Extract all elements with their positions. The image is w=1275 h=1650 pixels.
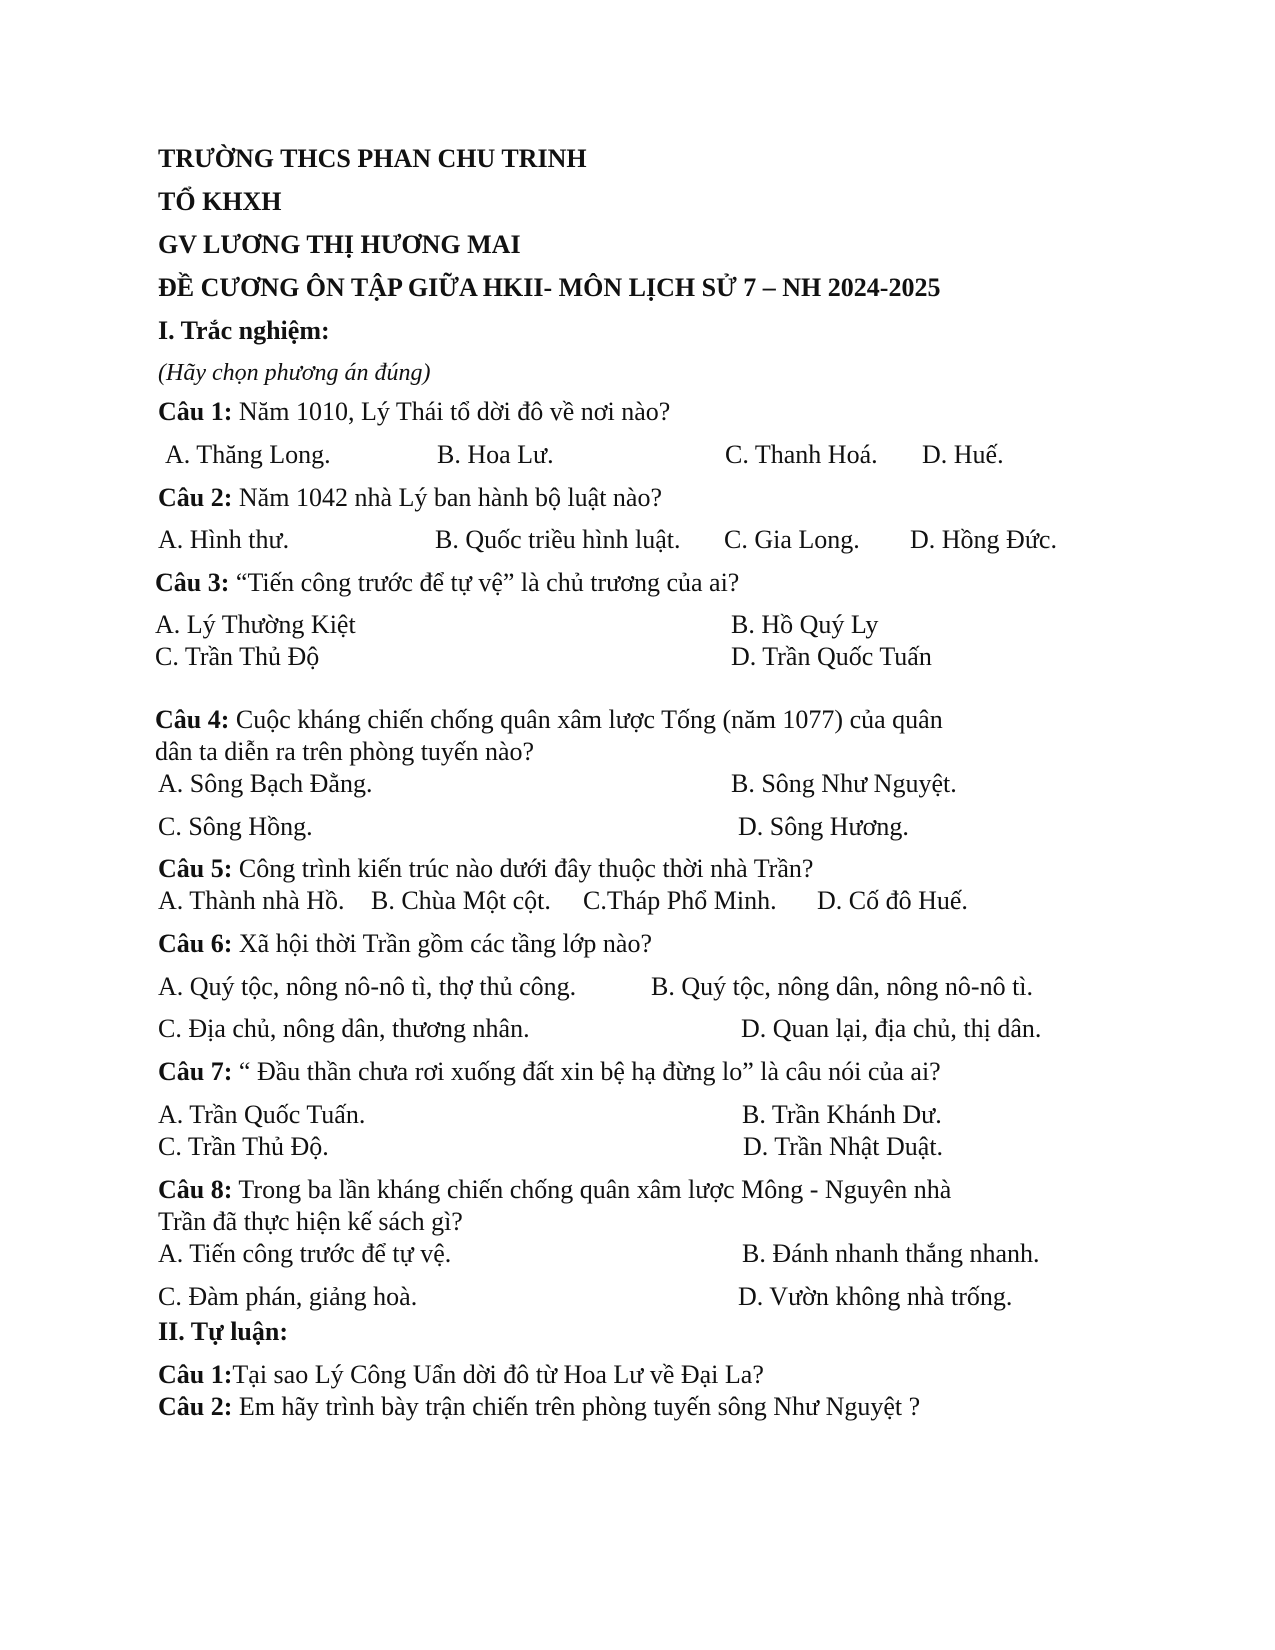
- question-label: Câu 6:: [158, 929, 233, 958]
- option-6b: B. Quý tộc, nông dân, nông nô-nô tì.: [651, 972, 1034, 1001]
- document-title: ĐỀ CƯƠNG ÔN TẬP GIỮA HKII- MÔN LỊCH SỬ 7 – NH 2024-2025: [158, 273, 941, 302]
- question-2: [158, 482, 662, 514]
- department-name: TỔ KHXH: [158, 187, 282, 216]
- option-8c: C. Đàm phán, giảng hoà.: [158, 1282, 418, 1311]
- option-4c: C. Sông Hồng.: [158, 812, 313, 841]
- question-label: Câu 2:: [158, 483, 233, 512]
- option-3c: C. Trần Thủ Độ: [155, 642, 320, 671]
- question-label: Câu 7:: [158, 1057, 233, 1086]
- question-text: Năm 1042 nhà Lý ban hành bộ luật nào?: [232, 483, 663, 512]
- option-4d: D. Sông Hương.: [738, 812, 909, 841]
- question-8: [158, 1174, 951, 1206]
- option-3a: A. Lý Thường Kiệt: [155, 610, 356, 639]
- question-text: Tại sao Lý Công Uẩn dời đô từ Hoa Lư về Đại La?: [232, 1360, 764, 1389]
- option-5c: C.Tháp Phổ Minh.: [583, 886, 777, 915]
- question-4-continuation: dân ta diễn ra trên phòng tuyến nào?: [155, 737, 535, 766]
- question-text: Em hãy trình bày trận chiến trên phòng tuyến sông Như Nguyệt ?: [232, 1392, 921, 1421]
- option-8b: B. Đánh nhanh thắng nhanh.: [742, 1239, 1040, 1268]
- option-1a: A. Thăng Long.: [165, 440, 331, 469]
- essay-question-2: [158, 1391, 920, 1423]
- option-1c: C. Thanh Hoá.: [725, 440, 878, 469]
- question-4: [155, 704, 943, 736]
- question-text: “ Đầu thần chưa rơi xuống đất xin bệ hạ đừng lo” là câu nói của ai?: [232, 1057, 941, 1086]
- question-label: Câu 4:: [155, 705, 230, 734]
- question-text: Trong ba lần kháng chiến chống quân xâm lược Mông - Nguyên nhà: [232, 1175, 952, 1204]
- question-label: Câu 1:: [158, 1360, 233, 1389]
- question-7: [158, 1056, 941, 1088]
- question-text: “Tiến công trước để tự vệ” là chủ trương của ai?: [229, 568, 740, 597]
- option-2a: A. Hình thư.: [158, 525, 290, 554]
- option-6a: A. Quý tộc, nông nô-nô tì, thợ thủ công.: [158, 972, 577, 1001]
- option-8a: A. Tiến công trước để tự vệ.: [158, 1239, 452, 1268]
- teacher-name: GV LƯƠNG THỊ HƯƠNG MAI: [158, 230, 521, 259]
- option-7c: C. Trần Thủ Độ.: [158, 1132, 329, 1161]
- option-3d: D. Trần Quốc Tuấn: [731, 642, 932, 671]
- option-1d: D. Huế.: [922, 440, 1004, 469]
- option-1b: B. Hoa Lư.: [437, 440, 554, 469]
- school-name: TRƯỜNG THCS PHAN CHU TRINH: [158, 144, 587, 173]
- question-1: [158, 396, 670, 428]
- question-6: [158, 928, 652, 960]
- question-label: Câu 1:: [158, 397, 233, 426]
- option-4a: A. Sông Bạch Đằng.: [158, 769, 373, 798]
- question-8-continuation: Trần đã thực hiện kế sách gì?: [158, 1207, 463, 1236]
- option-7d: D. Trần Nhật Duật.: [743, 1132, 944, 1161]
- question-label: Câu 8:: [158, 1175, 233, 1204]
- option-4b: B. Sông Như Nguyệt.: [731, 769, 957, 798]
- question-label: Câu 2:: [158, 1392, 233, 1421]
- option-2c: C. Gia Long.: [724, 525, 860, 554]
- question-label: Câu 3:: [155, 568, 230, 597]
- option-6d: D. Quan lại, địa chủ, thị dân.: [741, 1014, 1042, 1043]
- option-2b: B. Quốc triều hình luật.: [435, 525, 681, 554]
- option-8d: D. Vườn không nhà trống.: [738, 1282, 1013, 1311]
- question-text: Năm 1010, Lý Thái tổ dời đô về nơi nào?: [232, 397, 671, 426]
- question-3: [155, 567, 739, 599]
- question-label: Câu 5:: [158, 854, 233, 883]
- option-6c: C. Địa chủ, nông dân, thương nhân.: [158, 1014, 530, 1043]
- question-text: Xã hội thời Trần gồm các tầng lớp nào?: [232, 929, 652, 958]
- option-3b: B. Hồ Quý Ly: [731, 610, 879, 639]
- option-5d: D. Cố đô Huế.: [817, 886, 968, 915]
- question-text: Công trình kiến trúc nào dưới đây thuộc thời nhà Trần?: [232, 854, 814, 883]
- section-instruction: (Hãy chọn phương án đúng): [158, 360, 431, 386]
- essay-question-1: [158, 1359, 764, 1391]
- option-5a: A. Thành nhà Hồ.: [158, 886, 345, 915]
- section-essay-heading: II. Tự luận:: [158, 1317, 289, 1346]
- section-multiple-choice-heading: I. Trắc nghiệm:: [158, 316, 330, 345]
- option-2d: D. Hồng Đức.: [910, 525, 1057, 554]
- question-text: Cuộc kháng chiến chống quân xâm lược Tống (năm 1077) của quân: [229, 705, 943, 734]
- question-5: [158, 853, 813, 885]
- option-7b: B. Trần Khánh Dư.: [742, 1100, 942, 1129]
- option-5b: B. Chùa Một cột.: [371, 886, 551, 915]
- option-7a: A. Trần Quốc Tuấn.: [158, 1100, 366, 1129]
